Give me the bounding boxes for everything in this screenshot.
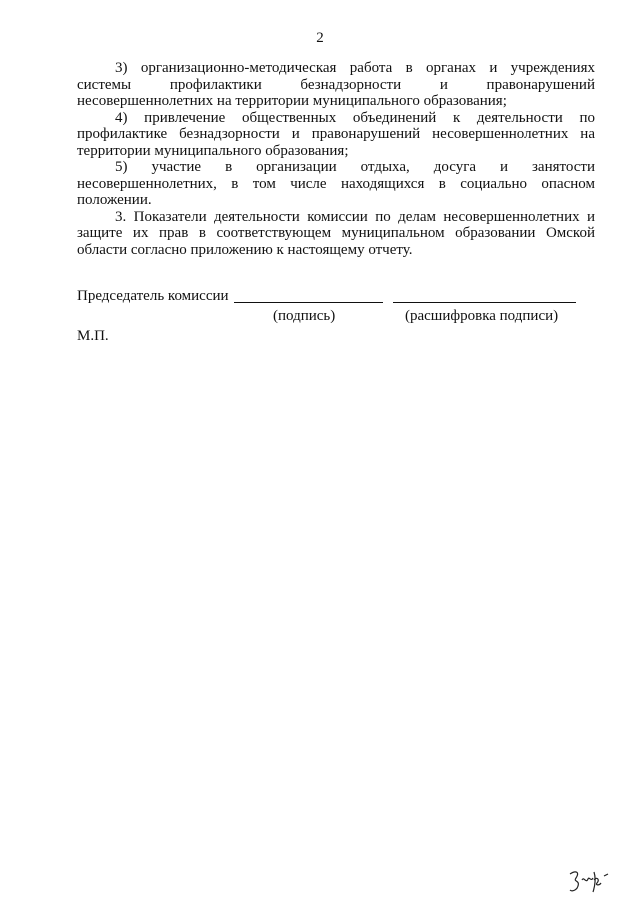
list-item: 5) участие в организации отдыха, досуга и занятости несовершеннолетних, в том числе находящихся в социально опасном положении. [77, 159, 595, 208]
signature-decoding-line [393, 302, 576, 303]
signature-caption: (подпись) [273, 308, 336, 324]
handwritten-signature-mark [566, 866, 612, 896]
signature-row [77, 288, 595, 308]
section-paragraph: 3. Показатели деятельности комиссии по делам несовершеннолетних и защите их прав в соответствующем муниципальном образовании Омской области согласно приложению к настоящему отчету. [77, 208, 595, 258]
document-body [77, 60, 595, 345]
decoding-caption: (расшифровка подписи) [405, 308, 559, 324]
spacer [77, 258, 595, 288]
signature-captions [77, 308, 595, 326]
stamp-place-label: М.П. [77, 328, 109, 344]
chairman-label: Председатель комиссии [77, 288, 229, 304]
list-item: 3) организационно-методическая работа в органах и учреждениях системы профилактики безнадзорности и правонарушений несовершеннолетних на территории муниципального образования; [77, 60, 595, 109]
signature-line [234, 302, 383, 303]
list-item: 4) привлечение общественных объединений к деятельности по профилактике безнадзорности и правонарушений несовершеннолетних на территории муниципального образования; [77, 109, 595, 159]
page-number: 2 [316, 30, 324, 46]
